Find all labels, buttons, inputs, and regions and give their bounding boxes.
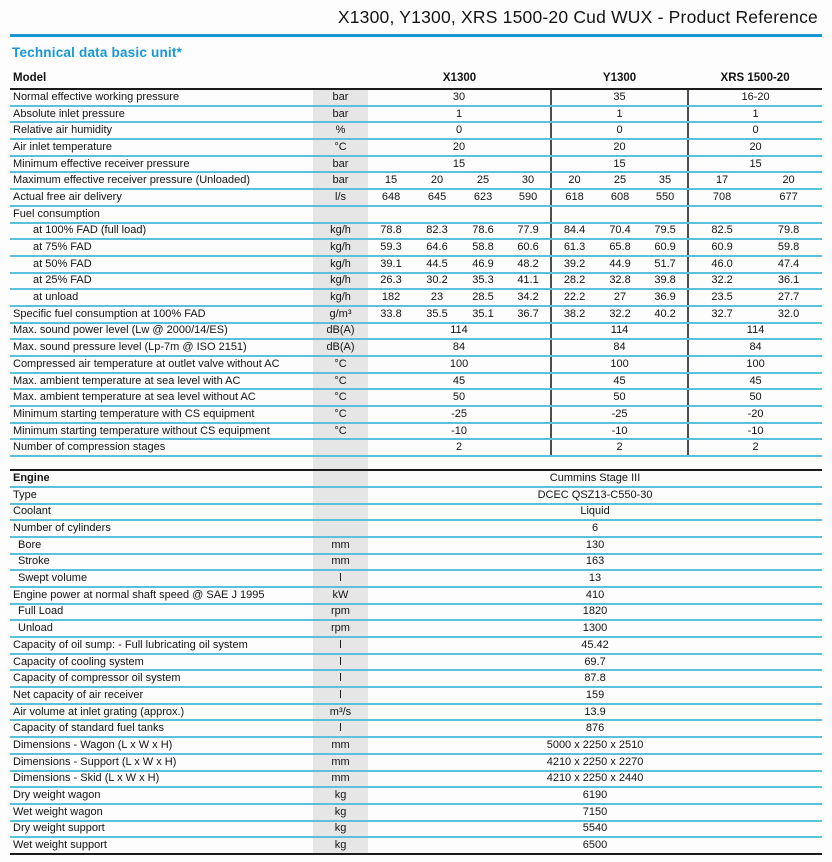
table-row: [10, 537, 822, 554]
cell-value: 20: [551, 172, 597, 189]
cell-value: 20: [688, 139, 822, 156]
column-header-xrs1500: XRS 1500-20: [688, 69, 822, 89]
cell-value: 50: [688, 389, 822, 406]
row-unit: kg/h: [313, 223, 368, 240]
cell-value: 39.1: [368, 256, 414, 273]
row-label: Swept volume: [10, 570, 313, 587]
table-row: [10, 89, 822, 106]
row-unit: bar: [313, 172, 368, 189]
cell-value: 84.4: [551, 223, 597, 240]
cell-value: 33.8: [368, 306, 414, 323]
row-unit: kW: [313, 587, 368, 604]
row-unit: l/s: [313, 189, 368, 206]
row-label: Maximum effective receiver pressure (Unloaded): [10, 172, 313, 189]
row-label: at unload: [10, 289, 313, 306]
table-row: [10, 670, 822, 687]
cell-value: 618: [551, 189, 597, 206]
cell-value: 79.8: [755, 223, 822, 240]
cell-value: 50: [368, 389, 551, 406]
model-header: Model: [10, 69, 368, 89]
cell-value: 46.9: [460, 256, 506, 273]
title-rule: [10, 34, 822, 37]
cell-value: 35.3: [460, 273, 506, 290]
cell-value: -10: [368, 423, 551, 440]
cell-value: 65.8: [597, 239, 643, 256]
cell-value: 182: [368, 289, 414, 306]
cell-value: 0: [368, 122, 551, 139]
table-row: [10, 239, 822, 256]
table-row: [10, 439, 822, 456]
row-unit: [313, 470, 368, 487]
row-label: Air volume at inlet grating (approx.): [10, 704, 313, 721]
cell-value: [551, 206, 688, 223]
row-label: at 100% FAD (full load): [10, 223, 313, 240]
cell-value: 114: [368, 323, 551, 340]
row-label: Max. ambient temperature at sea level without AC: [10, 389, 313, 406]
table-row: [10, 771, 822, 788]
row-label: Type: [10, 487, 313, 504]
row-label: Max. sound pressure level (Lp-7m @ ISO 2151): [10, 339, 313, 356]
cell-value: 15: [368, 172, 414, 189]
cell-value: 114: [688, 323, 822, 340]
row-unit: bar: [313, 106, 368, 123]
cell-value: 22.2: [551, 289, 597, 306]
cell-value: 1: [551, 106, 688, 123]
row-label: Net capacity of air receiver: [10, 687, 313, 704]
models-table: [10, 69, 822, 457]
row-label: Wet weight support: [10, 837, 313, 854]
cell-value: 32.7: [688, 306, 755, 323]
cell-value: 16-20: [688, 89, 822, 106]
cell-value: -10: [551, 423, 688, 440]
row-unit: kg/h: [313, 289, 368, 306]
row-unit: mm: [313, 537, 368, 554]
cell-value: 550: [643, 189, 688, 206]
row-unit: rpm: [313, 604, 368, 621]
row-unit: [313, 206, 368, 223]
row-label: Minimum starting temperature without CS equipment: [10, 423, 313, 440]
row-unit: l: [313, 570, 368, 587]
cell-value: 50: [551, 389, 688, 406]
row-unit: dB(A): [313, 323, 368, 340]
cell-value: 39.2: [551, 256, 597, 273]
cell-value: 23.5: [688, 289, 755, 306]
table-row: [10, 323, 822, 340]
cell-value: 159: [368, 687, 822, 704]
row-unit: °C: [313, 373, 368, 390]
table-row: [10, 487, 822, 504]
cell-value: 17: [688, 172, 755, 189]
cell-value: 32.0: [755, 306, 822, 323]
table-row: [10, 389, 822, 406]
table-row: [10, 306, 822, 323]
table-row: [10, 289, 822, 306]
row-label: Engine: [10, 470, 313, 487]
cell-value: 25: [597, 172, 643, 189]
row-unit: °C: [313, 406, 368, 423]
cell-value: 23: [414, 289, 460, 306]
cell-value: 82.3: [414, 223, 460, 240]
row-unit: l: [313, 637, 368, 654]
row-label: Actual free air delivery: [10, 189, 313, 206]
cell-value: 4210 x 2250 x 2440: [368, 771, 822, 788]
cell-value: 39.8: [643, 273, 688, 290]
cell-value: 876: [368, 720, 822, 737]
row-unit: kg: [313, 821, 368, 838]
cell-value: 100: [551, 356, 688, 373]
cell-value: -10: [688, 423, 822, 440]
table-row: [10, 139, 822, 156]
cell-value: 100: [368, 356, 551, 373]
table-row: [10, 470, 822, 487]
cell-value: 34.2: [506, 289, 551, 306]
row-unit: rpm: [313, 620, 368, 637]
cell-value: 35.1: [460, 306, 506, 323]
table-row: [10, 604, 822, 621]
cell-value: 47.4: [755, 256, 822, 273]
cell-value: 0: [688, 122, 822, 139]
row-unit: °C: [313, 423, 368, 440]
cell-value: 77.9: [506, 223, 551, 240]
cell-value: 20: [551, 139, 688, 156]
table-row: [10, 704, 822, 721]
cell-value: 84: [688, 339, 822, 356]
cell-value: 30.2: [414, 273, 460, 290]
cell-value: 677: [755, 189, 822, 206]
cell-value: 648: [368, 189, 414, 206]
cell-value: 58.8: [460, 239, 506, 256]
row-label: Max. sound power level (Lw @ 2000/14/ES): [10, 323, 313, 340]
row-unit: mm: [313, 771, 368, 788]
cell-value: 51.7: [643, 256, 688, 273]
section-heading: Technical data basic unit*: [12, 45, 182, 60]
cell-value: -20: [688, 406, 822, 423]
cell-value: 590: [506, 189, 551, 206]
row-unit: [313, 504, 368, 521]
row-label: Capacity of cooling system: [10, 654, 313, 671]
row-unit: l: [313, 654, 368, 671]
row-unit: °C: [313, 356, 368, 373]
table-row: [10, 373, 822, 390]
table-row: [10, 620, 822, 637]
row-label: at 50% FAD: [10, 256, 313, 273]
table-row: [10, 554, 822, 571]
cell-value: 45: [688, 373, 822, 390]
cell-value: -25: [368, 406, 551, 423]
row-unit: kg/h: [313, 256, 368, 273]
cell-value: 130: [368, 537, 822, 554]
row-label: Relative air humidity: [10, 122, 313, 139]
row-unit: mm: [313, 737, 368, 754]
row-label: Unload: [10, 620, 313, 637]
table-row: [10, 637, 822, 654]
cell-value: 1: [368, 106, 551, 123]
row-label: Air inlet temperature: [10, 139, 313, 156]
table-row: [10, 754, 822, 771]
cell-value: 48.2: [506, 256, 551, 273]
row-label: Fuel consumption: [10, 206, 313, 223]
row-label: Absolute inlet pressure: [10, 106, 313, 123]
section-gap: [10, 457, 822, 469]
cell-value: 410: [368, 587, 822, 604]
cell-value: 36.1: [755, 273, 822, 290]
row-unit: %: [313, 122, 368, 139]
row-unit: [313, 439, 368, 456]
cell-value: 36.7: [506, 306, 551, 323]
cell-value: 44.9: [597, 256, 643, 273]
table-row: [10, 570, 822, 587]
table-row: [10, 256, 822, 273]
row-label: Max. ambient temperature at sea level with AC: [10, 373, 313, 390]
table-row: [10, 223, 822, 240]
row-label: Stroke: [10, 554, 313, 571]
cell-value: [688, 206, 822, 223]
table-row: [10, 172, 822, 189]
table-row: [10, 206, 822, 223]
cell-value: 27: [597, 289, 643, 306]
cell-value: 26.3: [368, 273, 414, 290]
cell-value: 46.0: [688, 256, 755, 273]
row-unit: m³/s: [313, 704, 368, 721]
column-header-x1300: X1300: [368, 69, 551, 89]
cell-value: 7150: [368, 804, 822, 821]
row-label: Dry weight support: [10, 821, 313, 838]
cell-value: 30: [506, 172, 551, 189]
row-label: Full Load: [10, 604, 313, 621]
row-label: Dimensions - Skid (L x W x H): [10, 771, 313, 788]
cell-value: 6190: [368, 787, 822, 804]
cell-value: 32.8: [597, 273, 643, 290]
row-unit: [313, 487, 368, 504]
table-row: [10, 737, 822, 754]
row-label: Compressed air temperature at outlet valve without AC: [10, 356, 313, 373]
table-row: [10, 156, 822, 173]
table-header-row: [10, 69, 822, 89]
table-row: [10, 804, 822, 821]
table-row: [10, 106, 822, 123]
cell-value: 114: [551, 323, 688, 340]
cell-value: 38.2: [551, 306, 597, 323]
cell-value: 79.5: [643, 223, 688, 240]
row-unit: bar: [313, 156, 368, 173]
row-label: Engine power at normal shaft speed @ SAE J 1995: [10, 587, 313, 604]
row-label: Normal effective working pressure: [10, 89, 313, 106]
cell-value: 708: [688, 189, 755, 206]
cell-value: 15: [368, 156, 551, 173]
table-row: [10, 339, 822, 356]
row-label: at 25% FAD: [10, 273, 313, 290]
row-unit: mm: [313, 554, 368, 571]
cell-value: 4210 x 2250 x 2270: [368, 754, 822, 771]
cell-value: 70.4: [597, 223, 643, 240]
cell-value: 20: [755, 172, 822, 189]
table-row: [10, 356, 822, 373]
cell-value: 100: [688, 356, 822, 373]
table-row: [10, 787, 822, 804]
cell-value: 35: [551, 89, 688, 106]
table-row: [10, 520, 822, 537]
table-row: [10, 504, 822, 521]
cell-value: 32.2: [688, 273, 755, 290]
cell-value: 6: [368, 520, 822, 537]
row-unit: kg: [313, 787, 368, 804]
cell-value: 40.2: [643, 306, 688, 323]
cell-value: 5000 x 2250 x 2510: [368, 737, 822, 754]
row-label: Capacity of standard fuel tanks: [10, 720, 313, 737]
cell-value: 60.6: [506, 239, 551, 256]
row-unit: kg: [313, 837, 368, 854]
table-row: [10, 423, 822, 440]
cell-value: -25: [551, 406, 688, 423]
cell-value: 15: [688, 156, 822, 173]
row-unit: kg/h: [313, 239, 368, 256]
cell-value: 2: [688, 439, 822, 456]
cell-value: 20: [368, 139, 551, 156]
cell-value: 82.5: [688, 223, 755, 240]
row-unit: kg/h: [313, 273, 368, 290]
row-label: Dry weight wagon: [10, 787, 313, 804]
cell-value: 2: [551, 439, 688, 456]
cell-value: 1820: [368, 604, 822, 621]
row-unit: kg: [313, 804, 368, 821]
table-row: [10, 406, 822, 423]
table-row: [10, 122, 822, 139]
table-row: [10, 587, 822, 604]
row-label: Dimensions - Support (L x W x H): [10, 754, 313, 771]
cell-value: 0: [551, 122, 688, 139]
cell-value: 15: [551, 156, 688, 173]
cell-value: 645: [414, 189, 460, 206]
technical-data-table: [10, 69, 822, 855]
cell-value: 6500: [368, 837, 822, 854]
cell-value: 35: [643, 172, 688, 189]
cell-value: 35.5: [414, 306, 460, 323]
cell-value: 60.9: [688, 239, 755, 256]
table-row: [10, 821, 822, 838]
row-unit: mm: [313, 754, 368, 771]
cell-value: 1300: [368, 620, 822, 637]
cell-value: 2: [368, 439, 551, 456]
row-label: Specific fuel consumption at 100% FAD: [10, 306, 313, 323]
table-row: [10, 687, 822, 704]
cell-value: 623: [460, 189, 506, 206]
table-row: [10, 837, 822, 854]
row-label: Coolant: [10, 504, 313, 521]
row-unit: bar: [313, 89, 368, 106]
cell-value: Liquid: [368, 504, 822, 521]
row-unit: l: [313, 687, 368, 704]
cell-value: 61.3: [551, 239, 597, 256]
table-row: [10, 189, 822, 206]
cell-value: 5540: [368, 821, 822, 838]
row-label: Wet weight wagon: [10, 804, 313, 821]
cell-value: 45.42: [368, 637, 822, 654]
cell-value: 60.9: [643, 239, 688, 256]
row-label: Capacity of oil sump: - Full lubricating oil system: [10, 637, 313, 654]
cell-value: 44.5: [414, 256, 460, 273]
row-label: Dimensions - Wagon (L x W x H): [10, 737, 313, 754]
row-unit: °C: [313, 389, 368, 406]
table-row: [10, 654, 822, 671]
row-label: Number of cylinders: [10, 520, 313, 537]
cell-value: Cummins Stage III: [368, 470, 822, 487]
cell-value: 32.2: [597, 306, 643, 323]
cell-value: 13.9: [368, 704, 822, 721]
cell-value: 27.7: [755, 289, 822, 306]
column-header-y1300: Y1300: [551, 69, 688, 89]
cell-value: 45: [368, 373, 551, 390]
cell-value: 64.6: [414, 239, 460, 256]
page-title: X1300, Y1300, XRS 1500-20 Cud WUX - Product Reference: [337, 7, 818, 27]
row-label: Bore: [10, 537, 313, 554]
cell-value: 59.8: [755, 239, 822, 256]
row-unit: [313, 520, 368, 537]
cell-value: 78.8: [368, 223, 414, 240]
cell-value: 608: [597, 189, 643, 206]
table-row: [10, 273, 822, 290]
cell-value: [368, 206, 551, 223]
cell-value: 87.8: [368, 670, 822, 687]
row-label: at 75% FAD: [10, 239, 313, 256]
cell-value: 78.6: [460, 223, 506, 240]
cell-value: 30: [368, 89, 551, 106]
row-unit: l: [313, 670, 368, 687]
cell-value: 59.3: [368, 239, 414, 256]
row-unit: g/m³: [313, 306, 368, 323]
cell-value: 163: [368, 554, 822, 571]
cell-value: 69.7: [368, 654, 822, 671]
cell-value: 84: [368, 339, 551, 356]
row-unit: °C: [313, 139, 368, 156]
unit-column-strip: [313, 457, 368, 469]
table-row: [10, 720, 822, 737]
row-label: Number of compression stages: [10, 439, 313, 456]
cell-value: 84: [551, 339, 688, 356]
cell-value: 45: [551, 373, 688, 390]
row-label: Minimum starting temperature with CS equipment: [10, 406, 313, 423]
cell-value: 20: [414, 172, 460, 189]
cell-value: 36.9: [643, 289, 688, 306]
cell-value: 25: [460, 172, 506, 189]
cell-value: 28.2: [551, 273, 597, 290]
cell-value: 13: [368, 570, 822, 587]
row-label: Minimum effective receiver pressure: [10, 156, 313, 173]
cell-value: DCEC QSZ13-C550-30: [368, 487, 822, 504]
cell-value: 1: [688, 106, 822, 123]
engine-table: [10, 469, 822, 855]
row-label: Capacity of compressor oil system: [10, 670, 313, 687]
cell-value: 41.1: [506, 273, 551, 290]
row-unit: dB(A): [313, 339, 368, 356]
row-unit: l: [313, 720, 368, 737]
cell-value: 28.5: [460, 289, 506, 306]
